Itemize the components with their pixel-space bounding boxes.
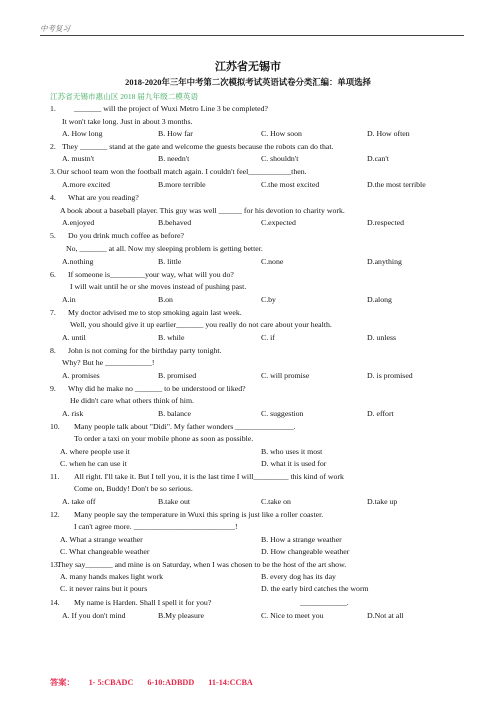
answer-option: D. effort (367, 409, 394, 418)
question-number: 5. (50, 231, 56, 240)
answer-option: B. while (158, 333, 185, 342)
answer-option: B.My pleasure (158, 611, 204, 620)
answer-option: C.none (261, 257, 284, 266)
answer-option: D. unless (367, 333, 397, 342)
answer-option: A. until (62, 333, 86, 342)
answer-option: A. take off (62, 497, 96, 506)
question-stem: All right. I'll take it. But I tell you, it is the last time I will_________ this kind of work (74, 472, 344, 481)
answer-option: B. every dog has its day (261, 572, 336, 581)
answer-option: A. mustn't (62, 154, 95, 163)
answer-option: A.more excited (62, 180, 111, 189)
answer-option: C.by (261, 295, 276, 304)
answer-option: D.Not at all (367, 611, 404, 620)
question-reply: He didn't care what others think of him. (70, 396, 194, 405)
answer-option: A.nothing (62, 257, 94, 266)
answer-group: 1- 5:CBADC (88, 678, 134, 687)
answer-option: C. What changeable weather (60, 547, 150, 556)
answer-option: D.along (367, 295, 392, 304)
answer-option: D.the most terrible (367, 180, 426, 189)
question-stem: What are you reading? (68, 193, 139, 202)
answer-option: D. the early bird catches the worm (261, 584, 369, 593)
question-number: 3. (50, 167, 56, 176)
answer-option: D.respected (367, 218, 405, 227)
question-reply: I can't agree more. __________________________! (74, 522, 238, 531)
question-stem: My name is Harden. Shall I spell it for you? (74, 598, 212, 607)
source-note: 江苏省无锡市惠山区 2018 届九年级二模英语 (50, 92, 199, 101)
question-reply: I will wait until he or she moves instead of pushing past. (70, 282, 247, 291)
question-stem: _______ will the project of Wuxi Metro Line 3 be completed? (74, 104, 268, 113)
answer-option: C. suggestion (261, 409, 304, 418)
question-number: 13. (50, 560, 60, 569)
question-reply: A book about a baseball player. This guy was well ______ for his devotion to charity work. (60, 206, 345, 215)
answer-option: B. How far (158, 129, 193, 138)
question-reply: To order a taxi on your mobile phone as soon as possible. (74, 434, 254, 443)
answer-option: A. many hands makes light work (60, 572, 164, 581)
answer-option: C. it never rains but it pours (60, 584, 148, 593)
answer-option: C.expected (261, 218, 296, 227)
question-reply: It won't take long. Just in about 3 months. (62, 117, 193, 126)
question-stem: Do you drink much coffee as before? (68, 231, 184, 240)
document-title: 江苏省无锡市 (215, 61, 281, 73)
running-header: 中考复习 (40, 24, 70, 33)
answer-option: D. what it is used for (261, 459, 327, 468)
question-stem: Our school team won the football match again. I couldn't feel___________then. (57, 167, 307, 176)
answer-option: C. How soon (261, 129, 302, 138)
answer-option: D. is promised (367, 371, 413, 380)
question-stem: Many people talk about "Didi". My father wonders _______________. (74, 422, 296, 431)
answer-group: 11-14:CCBA (208, 678, 253, 687)
answer-option: B.behaved (158, 218, 192, 227)
answer-option: A. risk (62, 409, 84, 418)
answer-option: D. How often (367, 129, 410, 138)
question-number: 9. (50, 384, 56, 393)
answer-option: B.on (158, 295, 173, 304)
question-reply: Why? But he ____________! (62, 358, 155, 367)
answer-key (50, 677, 267, 688)
answer-option: B. How a strange weather (261, 535, 342, 544)
answer-option: C. shouldn't (261, 154, 299, 163)
answer-option: B.more terrible (158, 180, 206, 189)
question-number: 7. (50, 308, 56, 317)
answer-option: A. If you don't mind (62, 611, 126, 620)
answer-option: B. promised (158, 371, 197, 380)
question-number: 11. (50, 472, 60, 481)
answer-option: A. where people use it (60, 447, 130, 456)
answer-option: C.the most excited (261, 180, 320, 189)
question-number: 6. (50, 270, 56, 279)
answer-option: D.anything (367, 257, 402, 266)
answer-option: A.in (62, 295, 76, 304)
answer-group: 6-10:ADBDD (147, 678, 195, 687)
answer-option: C.take on (261, 497, 291, 506)
question-reply: Well, you should give it up earlier_______ you really do not care about your health. (70, 320, 332, 329)
answer-option: A. What a strange weather (60, 535, 143, 544)
answer-option: D.take up (367, 497, 398, 506)
answer-option: B. little (158, 257, 182, 266)
answer-option: B. needn't (158, 154, 190, 163)
question-stem: My doctor advised me to stop smoking again last week. (68, 308, 242, 317)
question-stem: They _______ stand at the gate and welcome the guests because the robots can do that. (62, 142, 334, 151)
question-stem: If someone is_________your way, what will you do? (68, 270, 234, 279)
question-stem: They say_______ and mine is on Saturday, when I was chosen to be the host of the art show. (57, 560, 347, 569)
question-stem: John is not coming for the birthday party tonight. (68, 346, 222, 355)
answer-option: A. promises (62, 371, 100, 380)
answer-option: B.take out (158, 497, 191, 506)
answer-option: A. How long (62, 129, 103, 138)
question-number: 4. (50, 193, 56, 202)
answer-option: D. How changeable weather (261, 547, 350, 556)
answer-option: D.can't (367, 154, 389, 163)
document-subtitle: 2018-2020年三年中考第二次模拟考试英语试卷分类汇编：单项选择 (125, 78, 371, 87)
question-number: 12. (50, 510, 60, 519)
answer-option: C. will promise (261, 371, 310, 380)
answer-option: C. when he can use it (60, 459, 127, 468)
answer-option: A.enjoyed (62, 218, 95, 227)
question-number: 1. (50, 104, 56, 113)
question-number: 8. (50, 346, 56, 355)
header-rule (40, 35, 464, 36)
question-number: 14. (50, 598, 60, 607)
answer-option: C. Nice to meet you (261, 611, 324, 620)
question-reply: No, _______ at all. Now my sleeping problem is getting better. (66, 244, 263, 253)
answer-label: 答案： (50, 678, 75, 687)
question-number: 2. (50, 142, 56, 151)
question-stem: Many people say the temperature in Wuxi this spring is just like a roller coaster. (74, 510, 324, 519)
answer-option: B. who uses it most (261, 447, 323, 456)
question-reply: Come on, Buddy! Don't be so serious. (74, 484, 193, 493)
answer-option: B. balance (158, 409, 191, 418)
question-reply: ____________. (300, 598, 349, 607)
answer-option: C. if (261, 333, 275, 342)
question-number: 10. (50, 422, 60, 431)
question-stem: Why did he make no _______ to be understood or liked? (68, 384, 246, 393)
